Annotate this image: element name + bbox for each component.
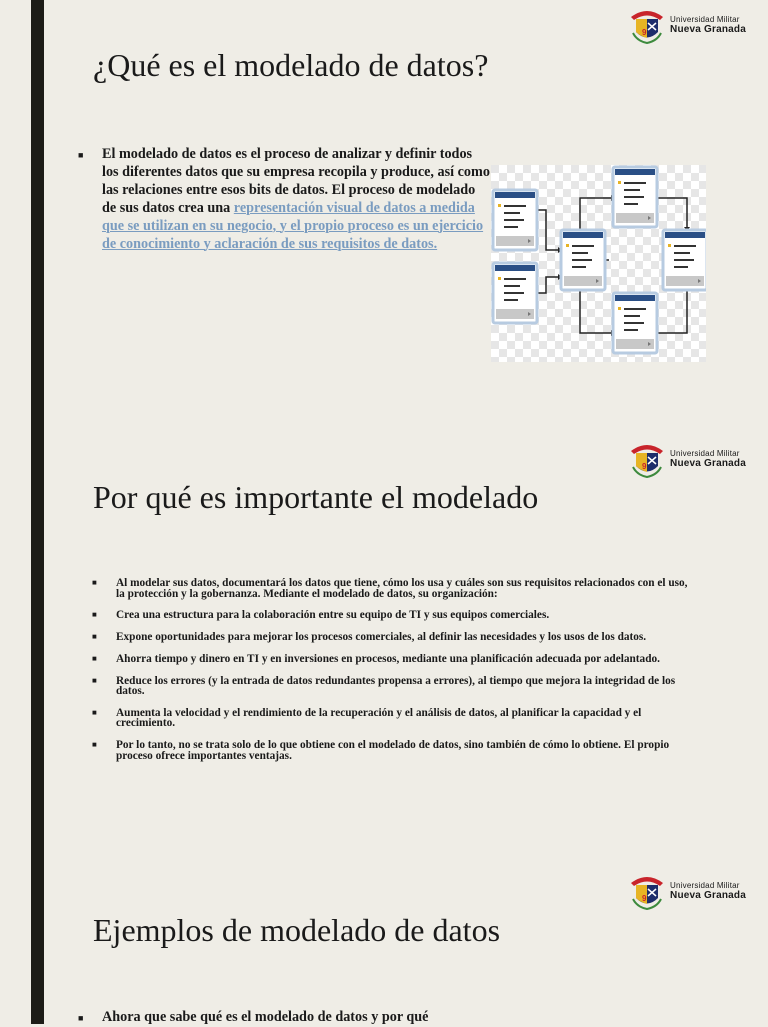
university-logo [627, 871, 746, 911]
bullet-square: ■ [92, 707, 97, 717]
logo-text [670, 881, 746, 901]
left-accent-bar [31, 0, 44, 1024]
bullet-square: ■ [92, 740, 97, 750]
logo-line-1: Universidad Militar [670, 881, 740, 890]
svg-text:9: 9 [642, 462, 647, 471]
list-item-text: Reduce los errores (y la entrada de datos redundantes propensa a errores), al tiempo que mejora la integridad de los datos. [116, 674, 676, 698]
list-item [92, 740, 692, 761]
logo-line-2: Nueva Granada [670, 458, 746, 469]
bullet-square: ■ [78, 150, 84, 160]
university-logo [627, 5, 746, 45]
list-item-text: Por lo tanto, no se trata solo de lo que obtiene con el modelado de datos, sino también de cómo lo obtiene. El propio proceso ofrece importantes ventajas. [116, 739, 670, 762]
bullet-square: ■ [92, 632, 97, 642]
logo-line-2: Nueva Granada [670, 24, 746, 35]
bullet-square: ■ [92, 610, 97, 620]
list-item-text: Al modelar sus datos, documentará los datos que tiene, cómo los usa y cuáles son sus requisitos relacionados con el uso, la protección y la gobernanza. Mediante el modelado de datos, su organización: [116, 577, 688, 600]
paragraph-link[interactable]: representación visual de datos a medida que se utilizan en su negocio, y el propio proceso es un ejercicio de conocimiento y aclaración de sus requisitos de datos. [102, 199, 484, 252]
diagram-table-1 [493, 190, 537, 250]
paragraph-text: El modelado de datos es el proceso de analizar y definir todos los diferentes datos que su empresa recopila y produce, así como las relaciones entre esos bits de datos. El proceso de modelado de sus datos crea una [102, 146, 490, 216]
list-item-text: Crea una estructura para la colaboración entre su equipo de TI y sus equipos comerciales. [116, 609, 550, 622]
logo-line-2: Nueva Granada [670, 890, 746, 901]
bullet-square: ■ [92, 578, 97, 587]
crest-icon [627, 5, 667, 45]
list-item [92, 676, 692, 697]
slide-3-paragraph: Ahora que sabe qué es el modelado de datos y por qué [102, 1009, 429, 1025]
slide-2-title: Por qué es importante el modelado [93, 479, 539, 515]
logo-line-1: Universidad Militar [670, 15, 740, 24]
slide-1-title: ¿Qué es el modelado de datos? [93, 47, 489, 83]
list-item [92, 632, 692, 643]
list-item [92, 578, 692, 599]
bullet-square: ■ [78, 1013, 84, 1023]
list-item-text: Ahorra tiempo y dinero en TI y en inversiones en procesos, mediante una planificación adecuada por adelantado. [116, 652, 660, 665]
diagram-table-6 [613, 293, 657, 353]
logo-text [670, 15, 746, 35]
data-model-diagram [491, 165, 706, 362]
bullet-square: ■ [92, 675, 97, 685]
university-logo [627, 439, 746, 479]
svg-text:9: 9 [642, 28, 647, 37]
list-item [92, 654, 692, 665]
slide-1-paragraph [102, 146, 492, 253]
diagram-table-3 [561, 230, 605, 290]
list-item-text: Aumenta la velocidad y el rendimiento de la recuperación y el análisis de datos, al planificar la capacidad y el crecimiento. [116, 706, 642, 730]
svg-text:9: 9 [642, 894, 647, 903]
slide-3-title: Ejemplos de modelado de datos [93, 912, 501, 948]
diagram-table-5 [663, 230, 706, 290]
crest-icon [627, 439, 667, 479]
bullet-square: ■ [92, 653, 97, 663]
list-item [92, 708, 692, 729]
diagram-table-2 [493, 263, 537, 323]
list-item-text: Expone oportunidades para mejorar los procesos comerciales, al definir las necesidades y los usos de los datos. [116, 631, 647, 644]
logo-text [670, 449, 746, 469]
diagram-table-4 [613, 167, 657, 227]
logo-line-1: Universidad Militar [670, 449, 740, 458]
crest-icon [627, 871, 667, 911]
list-item [92, 610, 692, 621]
benefits-list [92, 578, 692, 773]
